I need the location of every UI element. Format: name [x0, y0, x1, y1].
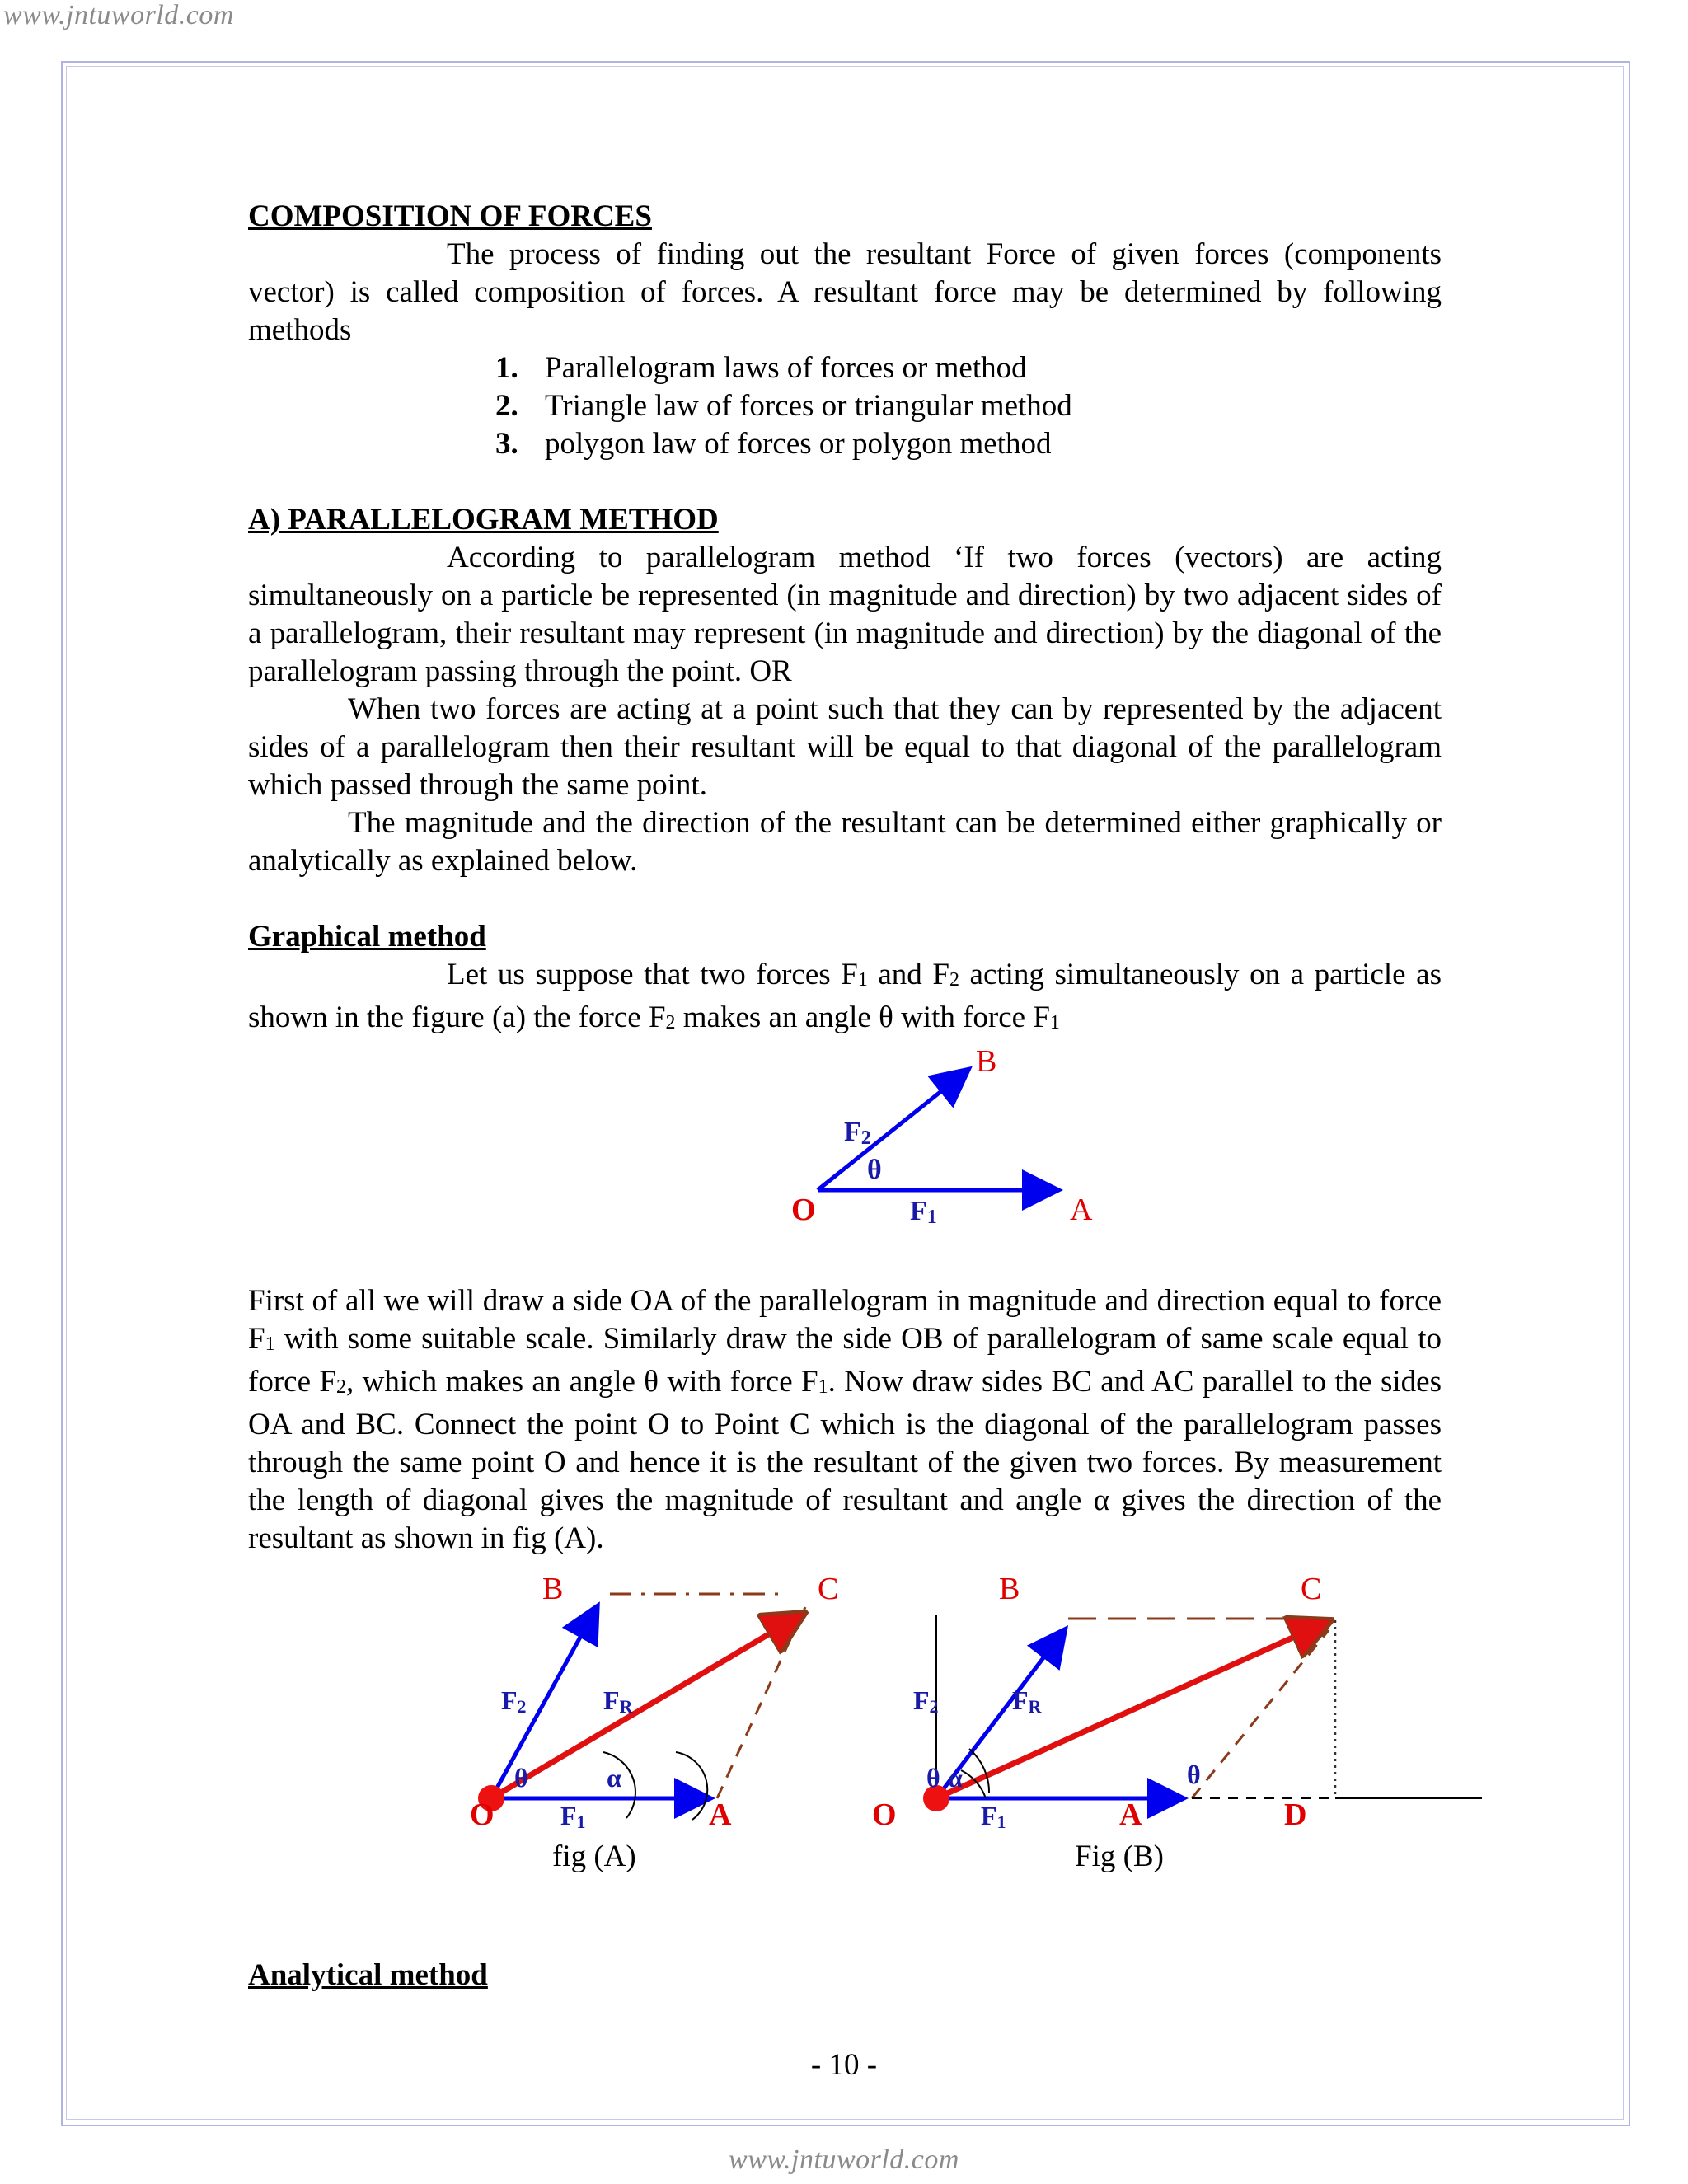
method-text: Triangle law of forces or triangular method	[545, 389, 1072, 423]
label-c: C	[1301, 1572, 1322, 1606]
method-item	[495, 425, 1442, 463]
label-f2: F2	[844, 1117, 871, 1149]
label-fr: FR	[1012, 1685, 1042, 1717]
label-f1: F1	[910, 1196, 937, 1228]
heading-graphical-method: Graphical method	[248, 920, 486, 954]
method-item	[495, 349, 1442, 387]
method-text: Parallelogram laws of forces or method	[545, 351, 1027, 385]
methods-list	[248, 349, 1442, 463]
caption-fig-b: Fig (B)	[1075, 1840, 1164, 1873]
label-f1: F1	[981, 1801, 1006, 1832]
parallelogram-para-3: The magnitude and the direction of the resultant can be determined either graphically or analytically as explained below.	[248, 806, 1442, 878]
label-a: A	[1070, 1193, 1093, 1227]
label-f2: F2	[913, 1685, 939, 1717]
resultant-b	[936, 1624, 1324, 1798]
arc-theta-a	[676, 1752, 707, 1820]
method-number: 1.	[495, 351, 518, 385]
label-b: B	[976, 1044, 997, 1079]
graphical-intro: Let us suppose that two forces $F_1$ and $F_2$ acting simultaneously on a particle as shown in the figure (a) the force $F_2$ makes an angle θ with force $F_1$	[248, 958, 1442, 1034]
label-alpha: α	[948, 1763, 963, 1793]
label-o: O	[791, 1193, 816, 1227]
label-f2: F2	[501, 1685, 527, 1717]
label-o: O	[470, 1797, 495, 1832]
label-theta: θ	[514, 1763, 528, 1793]
figure-parallelogram	[445, 1566, 1492, 1879]
heading-composition-of-forces: COMPOSITION OF FORCES	[248, 199, 652, 233]
label-theta: θ	[867, 1155, 882, 1185]
graphical-description: First of all we will draw a side OA of the parallelogram in magnitude and direction equal to force $F_1$ with some suitable scale. Similarly draw the side OB of parallelogram of same scale equal to force $F_2$, which makes an angle θ with force $F_1$. Now draw sides BC and AC parallel to the sides OA and BC. Connect the point O to Point C which is the diagonal of the parallelogram passes through the same point O and hence it is the resultant of the given two forces. By measurement the length of diagonal gives the magnitude of resultant and angle α gives the direction of the resultant as shown in fig (A).	[248, 1284, 1442, 1555]
label-d: D	[1284, 1797, 1307, 1832]
page-number: - 10 -	[810, 2048, 878, 2082]
fig-b-group	[872, 1572, 1482, 1873]
method-number: 2.	[495, 389, 518, 423]
resultant-a	[491, 1617, 798, 1798]
label-alpha: α	[607, 1763, 621, 1793]
watermark-bottom: www.jntuworld.com	[729, 2144, 959, 2175]
label-o: O	[872, 1797, 897, 1832]
fig-a-group	[470, 1572, 838, 1873]
caption-fig-a: fig (A)	[552, 1840, 636, 1873]
figure-two-forces	[775, 1037, 1104, 1235]
heading-analytical-method: Analytical method	[248, 1958, 488, 1992]
label-b: B	[999, 1572, 1020, 1606]
label-theta-right: θ	[1187, 1760, 1201, 1789]
label-theta-left: θ	[926, 1763, 940, 1793]
label-a: A	[1119, 1797, 1142, 1832]
heading-parallelogram-method: A) PARALLELOGRAM METHOD	[248, 503, 719, 537]
method-item	[495, 387, 1442, 425]
parallelogram-para-1: According to parallelogram method ‘If two forces (vectors) are acting simultaneously on a particle be represented (in magnitude and direction) by two adjacent sides of a parallelogram, their resultant may represent (in magnitude and direction) by the diagonal of the parallelogram passing through the point. OR	[248, 541, 1442, 688]
label-fr: FR	[603, 1685, 633, 1717]
parallelogram-para-2: When two forces are acting at a point such that they can by represented by the adjacent sides of a parallelogram then their resultant will be equal to that diagonal of the parallelogram which passed through the same point.	[248, 692, 1442, 802]
method-number: 3.	[495, 427, 518, 461]
vector-f2	[818, 1071, 966, 1190]
label-b: B	[542, 1572, 564, 1606]
dashed-a-c	[1192, 1630, 1329, 1798]
label-f1: F1	[560, 1801, 586, 1832]
watermark-top: www.jntuworld.com	[3, 0, 234, 30]
method-text: polygon law of forces or polygon method	[545, 427, 1052, 461]
label-a: A	[709, 1797, 732, 1832]
composition-intro: The process of finding out the resultant Force of given forces (components vector) is called composition of forces. A resultant force may be determined by following methods	[248, 237, 1442, 347]
label-c: C	[818, 1572, 839, 1606]
